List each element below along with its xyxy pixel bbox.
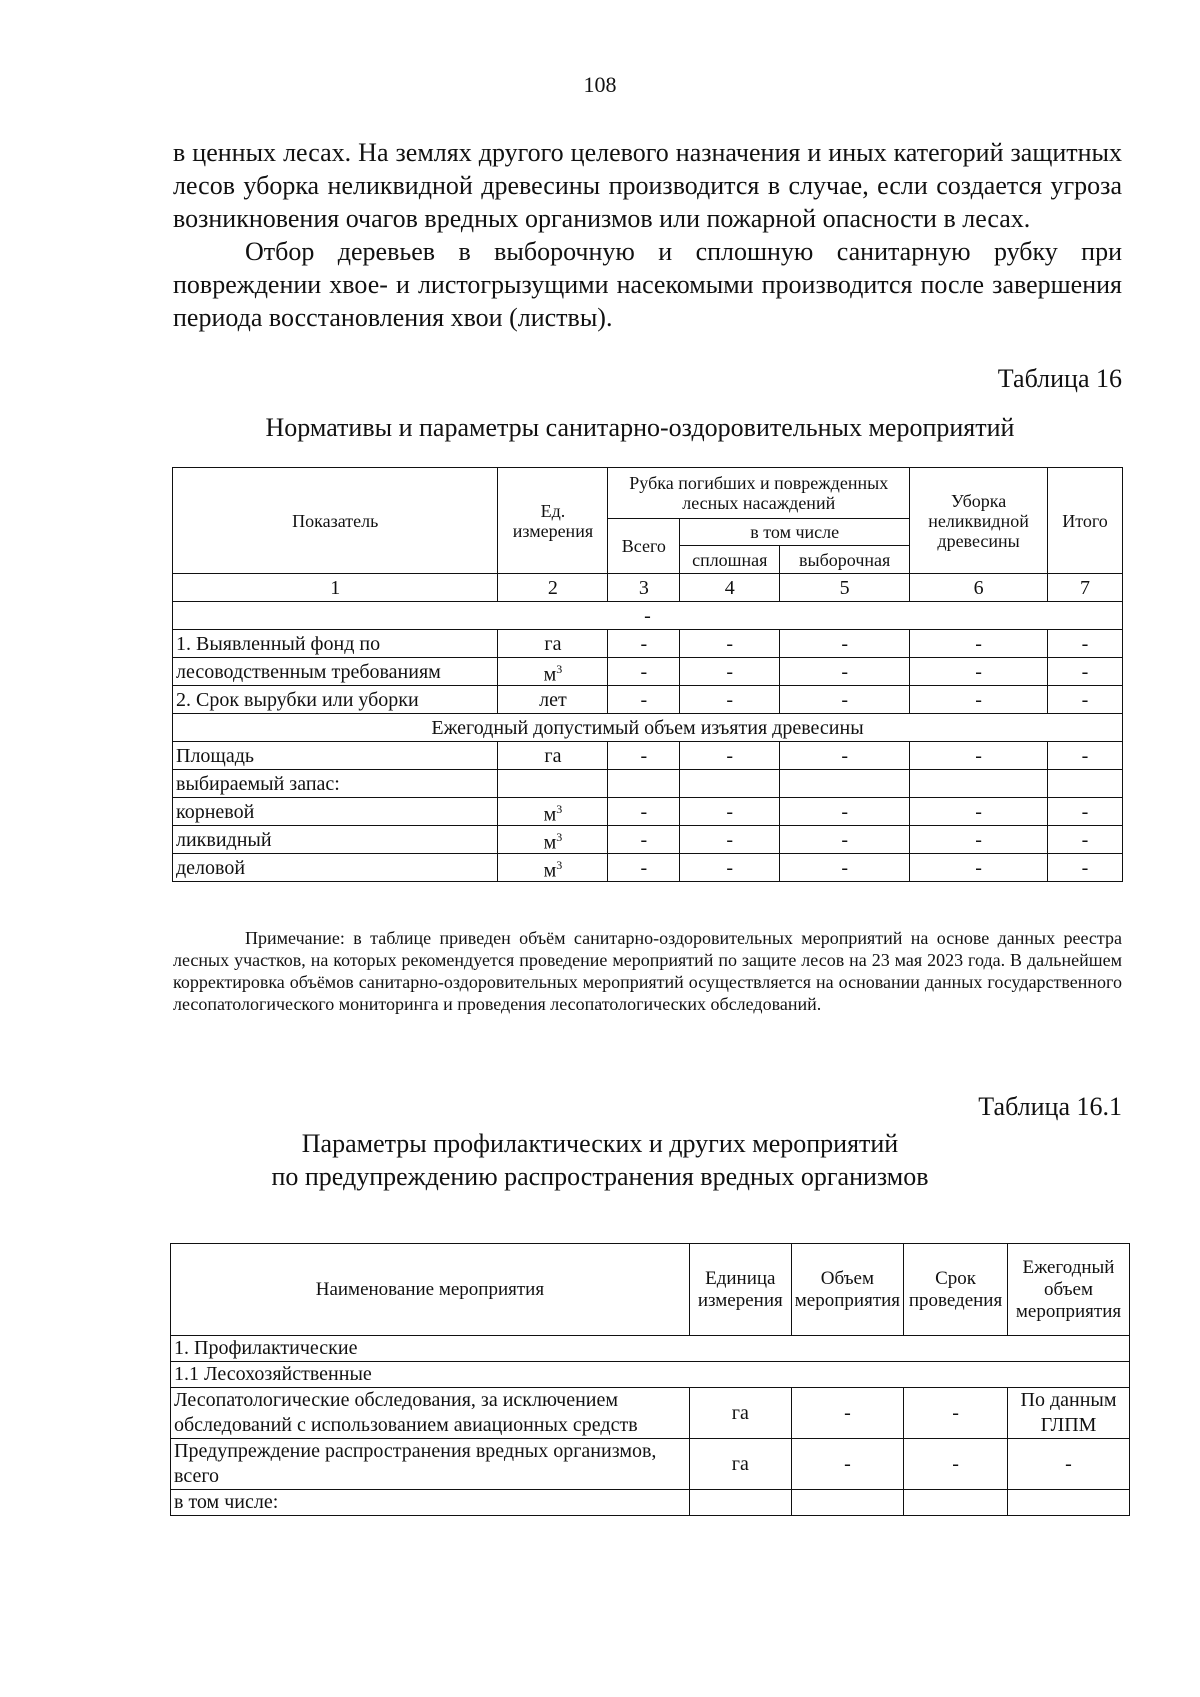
row-annual: - [1008,1439,1130,1490]
col-number: 6 [910,574,1048,602]
header-total-felling: Всего [608,519,680,574]
table-row [173,742,1123,770]
row-name: в том числе: [171,1490,690,1516]
table-16-1 [170,1243,1130,1516]
cell: - [1048,630,1123,658]
cell: - [1048,658,1123,686]
table-row [173,854,1123,882]
cell: - [780,854,910,882]
header-indicator: Показатель [173,468,498,574]
header-selective: выборочная [780,546,910,574]
header-total: Итого [1048,468,1123,574]
row-unit [498,770,608,798]
row-name: Площадь [173,742,498,770]
section-row [173,714,1123,742]
row-name: выбираемый запас: [173,770,498,798]
cell: - [1048,798,1123,826]
header-name: Наименование мероприятия [171,1244,690,1336]
row-annual: По данным ГЛПМ [1008,1388,1130,1439]
header-term: Срок проведения [904,1244,1008,1336]
paragraph: Отбор деревьев в выборочную и сплошную санитарную рубку при повреждении хвое- и листогрызущими насекомыми производится после завершения периода восстановления хвои (листвы). [173,237,1122,332]
row-name: лесоводственным требованиям [173,658,498,686]
cell: - [608,686,680,714]
table-row [171,1490,1130,1516]
cell [608,770,680,798]
row-name: Предупреждение распространения вредных организмов, всего [171,1439,690,1490]
col-number: 1 [173,574,498,602]
col-number: 7 [1048,574,1123,602]
row-unit: лет [498,686,608,714]
cell: - [910,826,1048,854]
row-name: корневой [173,798,498,826]
cell: - [608,742,680,770]
table-16-caption: Таблица 16 [997,364,1122,393]
table-row [173,798,1123,826]
row-unit: $м^3$ [498,854,608,882]
row-unit: $м^3$ [498,658,608,686]
cell [910,770,1048,798]
row-volume: - [791,1439,903,1490]
col-number: 5 [780,574,910,602]
table-16-title: Нормативы и параметры санитарно-оздоровительных мероприятий [265,413,1015,442]
section-row [171,1336,1130,1362]
table-16-1-title-line2: по предупреждению распространения вредных организмов [271,1162,929,1191]
cell: - [780,630,910,658]
table-16-1-title-line1: Параметры профилактических и других мероприятий [301,1129,899,1158]
header-including: в том числе [680,519,910,546]
paragraph: в ценных лесах. На землях другого целевого назначения и иных категорий защитных лесов уборка неликвидной древесины производится в случае, если создается угроза возникновения очагов вредных организмов или пожарной опасности в лесах. [173,138,1122,233]
cell: - [910,630,1048,658]
row-unit: $м^3$ [498,826,608,854]
cell: - [1048,826,1123,854]
cell: - [910,798,1048,826]
col-number: 3 [608,574,680,602]
row-unit: га [498,630,608,658]
table-row [173,826,1123,854]
dash-row [173,602,1123,630]
section-row [171,1362,1130,1388]
table-row [171,1439,1130,1490]
cell: - [910,742,1048,770]
cell [780,770,910,798]
cell: - [680,742,780,770]
cell: - [608,658,680,686]
row-unit: га [689,1439,791,1490]
cell: - [680,854,780,882]
table-16-1-caption: Таблица 16.1 [978,1092,1122,1121]
section-forestry: 1.1 Лесохозяйственные [171,1362,1130,1388]
dash-cell: - [173,602,1123,630]
section-title: Ежегодный допустимый объем изъятия древесины [173,714,1123,742]
row-name: 2. Срок вырубки или уборки [173,686,498,714]
cell [680,770,780,798]
row-unit [689,1490,791,1516]
row-unit: га [689,1388,791,1439]
column-numbers-row [173,574,1123,602]
body-text [173,136,1122,334]
header-clear: сплошная [680,546,780,574]
col-number: 2 [498,574,608,602]
cell: - [910,686,1048,714]
cell [1048,770,1123,798]
header-felling: Рубка погибших и поврежденных лесных насаждений [608,468,910,519]
row-annual [1008,1490,1130,1516]
col-number: 4 [680,574,780,602]
row-unit: $м^3$ [498,798,608,826]
row-unit: га [498,742,608,770]
table-16 [172,467,1123,882]
row-term [904,1490,1008,1516]
cell: - [780,658,910,686]
cell: - [608,826,680,854]
table-row [173,770,1123,798]
table-16-note: Примечание: в таблице приведен объём санитарно-оздоровительных мероприятий на основе данных реестра лесных участков, на которых рекомендуется проведение мероприятий по защите лесов на 23 мая 2023 года. В дальнейшем корректировка объёмов санитарно-оздоровительных мероприятий осуществляется на основании данных государственного лесопатологического мониторинга и проведения лесопатологических обследований. [173,928,1122,1014]
table-row [171,1388,1130,1439]
header-annual: Ежегодный объем мероприятия [1008,1244,1130,1336]
cell: - [680,826,780,854]
header-cleanup: Уборка неликвидной древесины [910,468,1048,574]
table-row [173,630,1123,658]
row-name: ликвидный [173,826,498,854]
header-volume: Объем мероприятия [791,1244,903,1336]
cell: - [1048,742,1123,770]
cell: - [680,798,780,826]
table-row [173,658,1123,686]
section-profilactic: 1. Профилактические [171,1336,1130,1362]
cell: - [1048,686,1123,714]
table-row [173,686,1123,714]
cell: - [910,658,1048,686]
cell: - [608,798,680,826]
row-term: - [904,1439,1008,1490]
row-volume: - [791,1388,903,1439]
cell: - [680,630,780,658]
page-number: 108 [583,72,617,97]
cell: - [780,826,910,854]
cell: - [1048,854,1123,882]
row-volume [791,1490,903,1516]
header-unit: Единица измерения [689,1244,791,1336]
row-name: деловой [173,854,498,882]
cell: - [780,686,910,714]
row-term: - [904,1388,1008,1439]
cell: - [608,630,680,658]
row-name: Лесопатологические обследования, за исключением обследований с использованием авиационных средств [171,1388,690,1439]
cell: - [608,854,680,882]
cell: - [780,798,910,826]
row-name: 1. Выявленный фонд по [173,630,498,658]
cell: - [910,854,1048,882]
header-unit: Ед. измерения [498,468,608,574]
cell: - [680,686,780,714]
cell: - [680,658,780,686]
cell: - [780,742,910,770]
